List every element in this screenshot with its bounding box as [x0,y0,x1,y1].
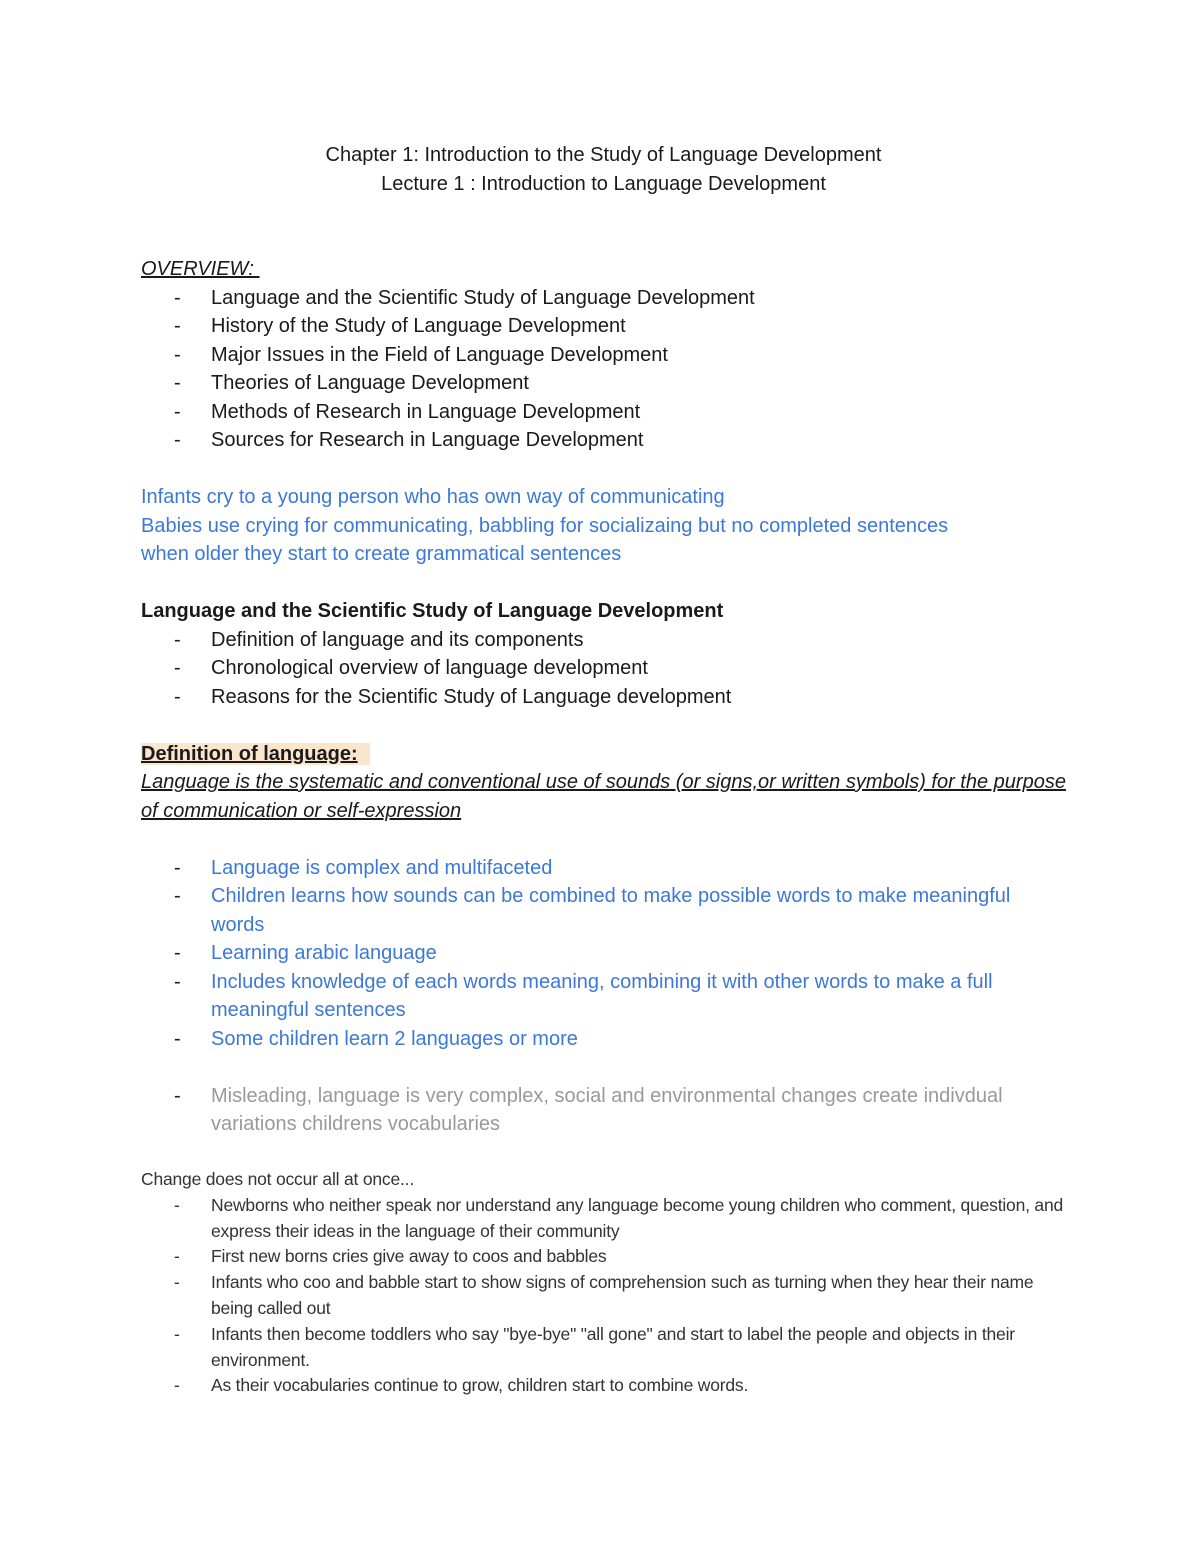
dash-bullet: - [174,286,181,309]
dash-bullet: - [174,628,181,651]
dash-bullet: - [174,1027,181,1050]
list-item: - Methods of Research in Language Development [141,398,1066,427]
dash-bullet: - [174,1272,180,1293]
dash-bullet: - [174,970,181,993]
list-item: - Chronological overview of language development [141,654,1066,683]
dash-bullet: - [174,856,181,879]
list-item: - Misleading, language is very complex, social and environmental changes create indivdual variations childrens vocabularies [141,1082,1066,1139]
list-item: - Infants then become toddlers who say "bye-bye" "all gone" and start to label the people and objects in their environment. [174,1323,1015,1370]
dash-bullet: - [174,372,181,394]
note-line: Babies use crying for communicating, babbling for socializaing but no completed sentences [141,514,949,537]
list-item: - Some children learn 2 languages or more [141,1025,1066,1054]
overview-heading: OVERVIEW: [141,258,260,280]
dash-bullet: - [174,343,181,366]
list-item: - Children learns how sounds can be combined to make possible words to make meaningful words [141,882,1066,939]
list-item: - Learning arabic language [141,939,1066,968]
definition-heading: Definition of language: [141,743,370,765]
dash-bullet: - [174,1375,180,1396]
dash-bullet: - [174,1194,180,1215]
change-intro: Change does not occur all at once... [141,1169,414,1189]
dash-bullet: - [174,315,181,337]
dash-bullet: - [174,885,181,907]
lecture-title: Lecture 1 : Introduction to Language Development [381,172,826,195]
list-item: - Major Issues in the Field of Language Development [141,341,1066,370]
dash-bullet: - [174,1084,181,1107]
list-item: - Infants who coo and babble start to show signs of comprehension such as turning when they hear their name being called out [174,1272,1034,1318]
list-item: - Includes knowledge of each words meaning, combining it with other words to make a full meaningful sentences [141,968,1066,1025]
list-item: - History of the Study of Language Development [141,312,1066,341]
grey-notes-list [141,1082,1066,1139]
list-item: - Theories of Language Development [141,369,1066,398]
section-list [141,626,1066,712]
list-item: - Language is complex and multifaceted [141,854,1066,883]
list-item: - Language and the Scientific Study of Language Development [141,284,1066,313]
dash-bullet: - [174,429,181,451]
change-list [141,1193,1066,1399]
dash-bullet: - [174,1246,180,1267]
overview-list [141,284,1066,455]
dash-bullet: - [174,685,181,708]
definition-text: Language is the systematic and conventional use of sounds (or signs,or written symbols) for the purpose of communication or self-expression [141,771,1066,822]
dash-bullet: - [174,400,181,423]
list-item: - As their vocabularies continue to grow, children start to combine words. [141,1373,1066,1399]
dash-bullet: - [174,942,181,964]
section-heading: Language and the Scientific Study of Language Development [141,600,724,622]
chapter-title: Chapter 1: Introduction to the Study of Language Development [325,144,882,166]
dash-bullet: - [174,657,181,679]
note-line: when older they start to create grammatical sentences [141,543,622,565]
list-item: - Definition of language and its components [141,626,1066,655]
dash-bullet: - [174,1323,180,1344]
document-page [141,141,1066,1399]
list-item: - First new borns cries give away to coos and babbles [141,1244,1066,1270]
list-item: - Sources for Research in Language Development [141,426,1066,455]
list-item: - Newborns who neither speak nor understand any language become young children who comment, question, and express their ideas in the language of their community [174,1194,1064,1241]
note-line: Infants cry to a young person who has own way of communicating [141,486,725,508]
list-item: - Reasons for the Scientific Study of Language development [141,683,1066,712]
notes-list [141,854,1066,1054]
